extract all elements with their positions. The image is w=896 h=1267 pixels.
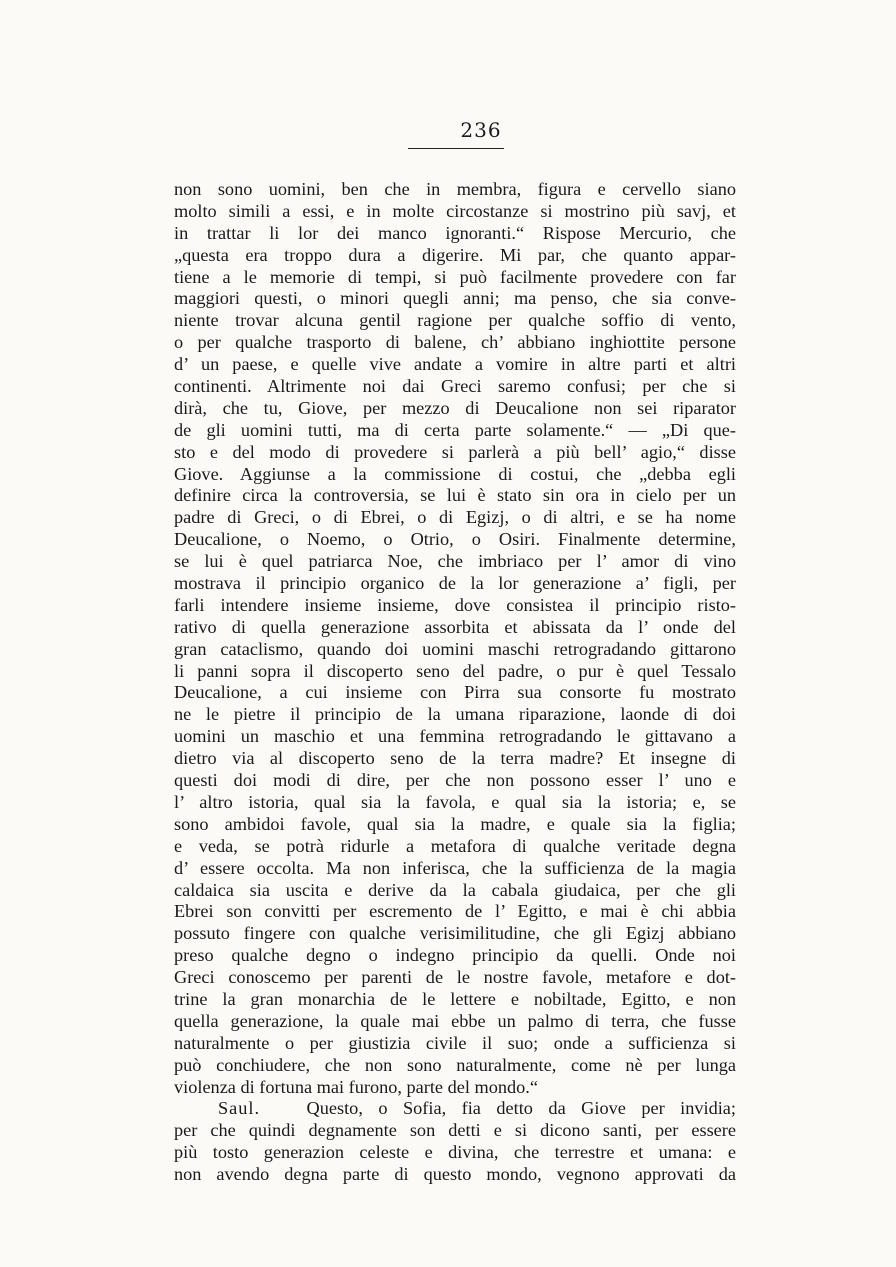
text-line: preso qualche degno o indegno principio da quelli. Onde noi	[174, 945, 736, 966]
text-line-speaker	[174, 1098, 736, 1120]
body-text	[174, 179, 736, 1186]
text-line: possuto fingere con qualche verisimilitudine, che gli Egizj abbiano	[174, 923, 736, 944]
text-line: questi doi modi di dire, per che non possono esser l’ uno e	[174, 770, 736, 791]
text-line: mostrava il principio organico de la lor generazione a’ figli, per	[174, 573, 736, 594]
text-line: l’ altro istoria, qual sia la favola, e qual sia la istoria; e, se	[174, 791, 736, 812]
text-line: può conchiudere, che non sono naturalmente, come nè per lunga	[174, 1054, 736, 1075]
header-rule	[408, 148, 504, 149]
text-line: sto e del modo di provedere si parlerà a più bell’ agio,“ disse	[174, 441, 736, 462]
text-line: padre di Greci, o di Ebrei, o di Egizj, o di altri, e se ha nome	[174, 507, 736, 528]
text-line: ne le pietre il principio de la umana riparazione, laonde di doi	[174, 704, 736, 725]
text-line: caldaica sia uscita e derive da la cabala giudaica, per che gli	[174, 879, 736, 900]
text-line: o per qualche trasporto di balene, ch’ abbiano inghiottite persone	[174, 332, 736, 353]
text-line: violenza di fortuna mai furono, parte del mondo.“	[174, 1076, 538, 1097]
text-line: niente trovar alcuna gentil ragione per qualche soffio di vento,	[174, 310, 736, 331]
text-line: Deucalione, a cui insieme con Pirra sua consorte fu mostrato	[174, 682, 736, 703]
text-line: e veda, se potrà ridurle a metafora di qualche veritade degna	[174, 835, 736, 856]
text-line: tiene a le memorie di tempi, si può facilmente provedere con far	[174, 266, 736, 287]
text-line: Deucalione, o Noemo, o Otrio, o Osiri. Finalmente determine,	[174, 529, 736, 550]
text-line: più tosto generazion celeste e divina, che terrestre et umana: e	[174, 1142, 736, 1163]
text-line: quella generazione, la quale mai ebbe un palmo di terra, che fusse	[174, 1010, 736, 1031]
text-line: maggiori questi, o minori quegli anni; ma penso, che sia conve-	[174, 288, 736, 309]
speaker-name: Saul.	[218, 1098, 261, 1119]
text-line: Greci conoscemo per parenti de le nostre favole, metafore e dot-	[174, 967, 736, 988]
text-line: naturalmente o per giustizia civile il suo; onde a sufficienza si	[174, 1032, 736, 1053]
text-line: per che quindi degnamente son detti e si dicono santi, per essere	[174, 1120, 736, 1141]
text-line: li panni sopra il discoperto seno del padre, o pur è quel Tessalo	[174, 660, 736, 681]
text-line: Giove. Aggiunse a la commissione di costui, che „debba egli	[174, 463, 736, 484]
text-line: rativo di quella generazione assorbita et abissata da l’ onde del	[174, 616, 736, 637]
text-line: non avendo degna parte di questo mondo, vegnono approvati da	[174, 1164, 736, 1185]
text-line: dirà, che tu, Giove, per mezzo di Deucalione non sei riparator	[174, 397, 736, 418]
text-line: farli intendere insieme insieme, dove consistea il principio risto-	[174, 594, 736, 615]
text-line: non sono uomini, ben che in membra, figura e cervello siano	[174, 179, 736, 199]
text-line: in trattar li lor dei manco ignoranti.“ Rispose Mercurio, che	[174, 222, 736, 243]
text-line: de gli uomini tutti, ma di certa parte solamente.“ — „Di que-	[174, 419, 736, 440]
text-line: trine la gran monarchia de le lettere e nobiltade, Egitto, e non	[174, 988, 736, 1009]
paragraph-saul-reply	[174, 1120, 736, 1186]
text-line: d’ essere occolta. Ma non inferisca, che la sufficienza de la magia	[174, 857, 736, 878]
text-line: continenti. Altrimente noi dai Greci saremo confusi; per che si	[174, 376, 736, 397]
text-line: se lui è quel patriarca Noe, che imbriaco per l’ amor di vino	[174, 551, 736, 572]
page-number: 236	[460, 118, 502, 142]
text-line: uomini un maschio et una femmina retrogradando le gittavano a	[174, 726, 736, 747]
text-line: molto simili a essi, e in molte circostanze si mostrino più savj, et	[174, 200, 736, 221]
text-line: Ebrei son convitti per escremento de l’ Egitto, e mai è chi abbia	[174, 901, 736, 922]
text-line: sono ambidoi favole, qual sia la madre, e quale sia la figlia;	[174, 813, 736, 834]
text-line: definire circa la controversia, se lui è stato sin ora in cielo per un	[174, 485, 736, 506]
text-line: gran cataclismo, quando doi uomini maschi retrogradando gittarono	[174, 638, 736, 659]
book-page	[174, 118, 736, 1186]
text-line: dietro via al discoperto seno de la terra madre? Et insegne di	[174, 748, 736, 769]
speaker-first-line: Questo, o Sofia, fia detto da Giove per invidia;	[306, 1098, 736, 1119]
text-line: d’ un paese, e quelle vive andate a vomire in altre parti et altri	[174, 354, 736, 375]
paragraph-jove-speech	[174, 179, 736, 1098]
text-line: „questa era troppo dura a digerire. Mi par, che quanto appar-	[174, 244, 736, 265]
